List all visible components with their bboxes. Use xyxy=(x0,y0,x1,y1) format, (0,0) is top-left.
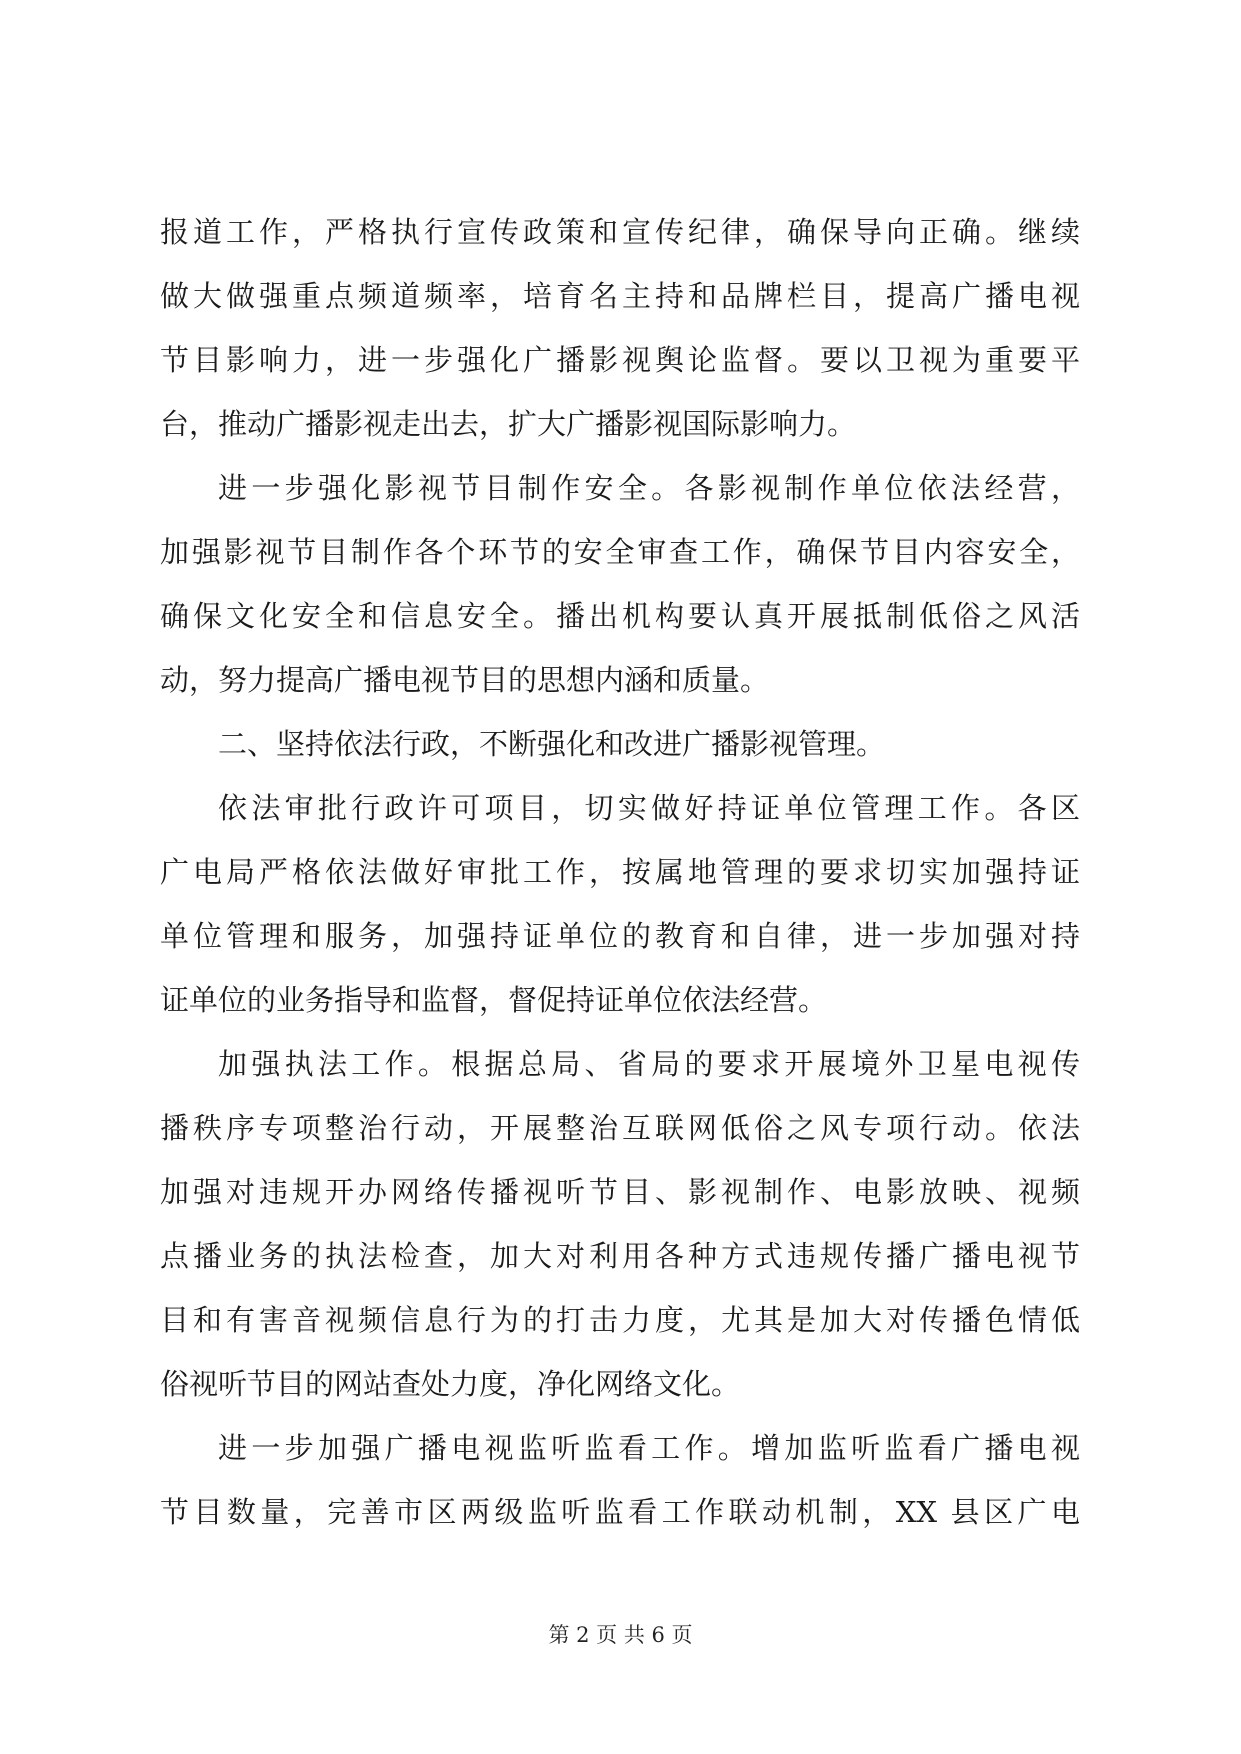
text-line: 播秩序专项整治行动，开展整治互联网低俗之风专项行动。依法 xyxy=(160,1111,1080,1145)
paragraph-first-line: 加强执法工作。根据总局、省局的要求开展境外卫星电视传 xyxy=(218,1047,1080,1081)
text-line: 确保文化安全和信息安全。播出机构要认真开展抵制低俗之风活 xyxy=(160,599,1080,633)
text-line: 点播业务的执法检查，加大对利用各种方式违规传播广播电视节 xyxy=(160,1239,1080,1273)
text-line: 动，努力提高广播电视节目的思想内涵和质量。 xyxy=(160,663,770,697)
text-line: 广电局严格依法做好审批工作，按属地管理的要求切实加强持证 xyxy=(160,855,1080,889)
text-line: 加强对违规开办网络传播视听节目、影视制作、电影放映、视频 xyxy=(160,1175,1080,1209)
text-line: 节目数量，完善市区两级监听监看工作联动机制，XX 县区广电 xyxy=(160,1495,1080,1529)
text-line: 证单位的业务指导和监督，督促持证单位依法经营。 xyxy=(160,983,828,1017)
text-line: 俗视听节目的网站查处力度，净化网络文化。 xyxy=(160,1367,741,1401)
paragraph-first-line: 进一步加强广播电视监听监看工作。增加监听监看广播电视 xyxy=(218,1431,1080,1465)
text-line: 单位管理和服务，加强持证单位的教育和自律，进一步加强对持 xyxy=(160,919,1080,953)
paragraph-first-line: 进一步强化影视节目制作安全。各影视制作单位依法经营， xyxy=(218,471,1080,505)
text-line: 目和有害音视频信息行为的打击力度，尤其是加大对传播色情低 xyxy=(160,1303,1080,1337)
section-heading: 二、坚持依法行政，不断强化和改进广播影视管理。 xyxy=(218,727,886,761)
text-line: 台，推动广播影视走出去，扩大广播影视国际影响力。 xyxy=(160,407,857,441)
text-line: 节目影响力，进一步强化广播影视舆论监督。要以卫视为重要平 xyxy=(160,343,1080,377)
text-line: 报道工作，严格执行宣传政策和宣传纪律，确保导向正确。继续 xyxy=(160,215,1080,249)
text-line: 加强影视节目制作各个环节的安全审查工作，确保节目内容安全， xyxy=(160,535,1080,569)
page-number-footer: 第 2 页 共 6 页 xyxy=(548,1623,693,1647)
document-body xyxy=(160,200,1080,1544)
paragraph-first-line: 依法审批行政许可项目，切实做好持证单位管理工作。各区 xyxy=(218,791,1080,825)
text-line: 做大做强重点频道频率，培育名主持和品牌栏目，提高广播电视 xyxy=(160,279,1080,313)
